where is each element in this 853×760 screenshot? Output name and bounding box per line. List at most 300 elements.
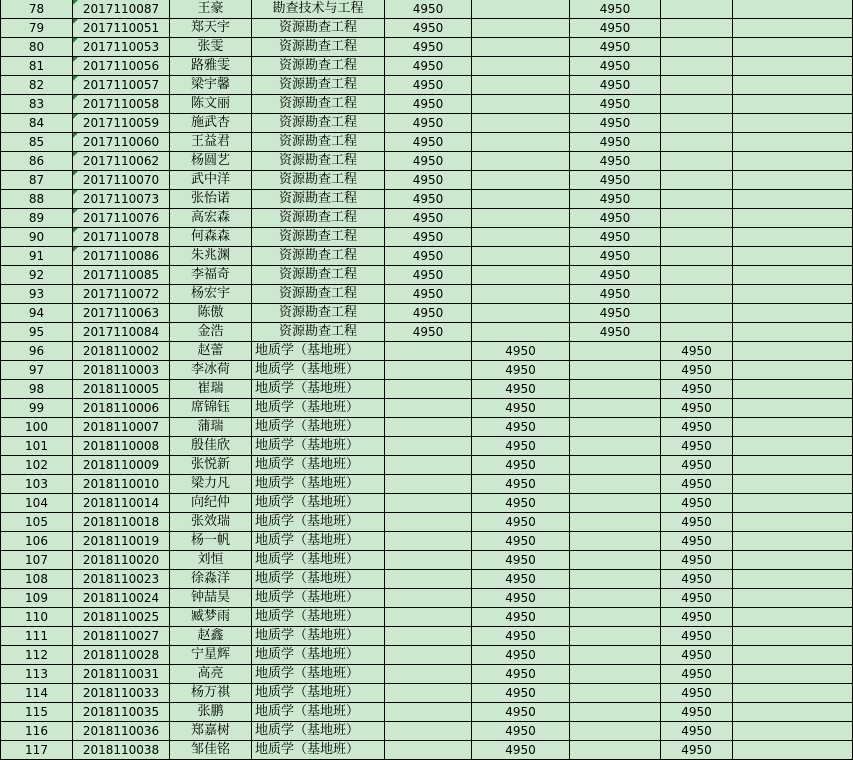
- amount-c-cell[interactable]: [570, 703, 661, 722]
- major-cell[interactable]: [252, 304, 385, 323]
- empty-cell[interactable]: [733, 380, 853, 399]
- name-cell[interactable]: [170, 380, 252, 399]
- amount-d-cell[interactable]: [661, 342, 733, 361]
- student-id-cell[interactable]: [73, 361, 170, 380]
- major-cell[interactable]: [252, 114, 385, 133]
- empty-cell[interactable]: [733, 57, 853, 76]
- row-number-cell[interactable]: [1, 228, 73, 247]
- row-number-cell[interactable]: [1, 57, 73, 76]
- major-cell[interactable]: [252, 247, 385, 266]
- major-cell[interactable]: [252, 418, 385, 437]
- empty-cell[interactable]: [733, 589, 853, 608]
- major-cell[interactable]: [252, 323, 385, 342]
- amount-a-cell[interactable]: [385, 570, 472, 589]
- name-cell[interactable]: [170, 532, 252, 551]
- amount-b-cell[interactable]: [472, 228, 570, 247]
- amount-d-cell[interactable]: [661, 361, 733, 380]
- amount-d-cell[interactable]: [661, 171, 733, 190]
- student-id-cell[interactable]: [73, 437, 170, 456]
- name-cell[interactable]: [170, 494, 252, 513]
- major-cell[interactable]: [252, 171, 385, 190]
- amount-c-cell[interactable]: [570, 19, 661, 38]
- amount-a-cell[interactable]: [385, 285, 472, 304]
- amount-b-cell[interactable]: [472, 456, 570, 475]
- amount-b-cell[interactable]: [472, 57, 570, 76]
- amount-c-cell[interactable]: [570, 76, 661, 95]
- amount-c-cell[interactable]: [570, 513, 661, 532]
- empty-cell[interactable]: [733, 190, 853, 209]
- amount-d-cell[interactable]: [661, 95, 733, 114]
- empty-cell[interactable]: [733, 551, 853, 570]
- amount-a-cell[interactable]: [385, 228, 472, 247]
- major-cell[interactable]: [252, 494, 385, 513]
- amount-a-cell[interactable]: [385, 190, 472, 209]
- empty-cell[interactable]: [733, 703, 853, 722]
- amount-c-cell[interactable]: [570, 190, 661, 209]
- major-cell[interactable]: [252, 627, 385, 646]
- major-cell[interactable]: [252, 741, 385, 760]
- major-cell[interactable]: [252, 152, 385, 171]
- student-id-cell[interactable]: [73, 323, 170, 342]
- amount-c-cell[interactable]: [570, 114, 661, 133]
- student-id-cell[interactable]: [73, 114, 170, 133]
- student-id-cell[interactable]: [73, 152, 170, 171]
- row-number-cell[interactable]: [1, 589, 73, 608]
- amount-c-cell[interactable]: [570, 95, 661, 114]
- student-id-cell[interactable]: [73, 171, 170, 190]
- row-number-cell[interactable]: [1, 95, 73, 114]
- amount-b-cell[interactable]: [472, 703, 570, 722]
- major-cell[interactable]: [252, 228, 385, 247]
- student-id-cell[interactable]: [73, 741, 170, 760]
- amount-c-cell[interactable]: [570, 589, 661, 608]
- amount-a-cell[interactable]: [385, 608, 472, 627]
- major-cell[interactable]: [252, 437, 385, 456]
- amount-b-cell[interactable]: [472, 722, 570, 741]
- amount-a-cell[interactable]: [385, 171, 472, 190]
- row-number-cell[interactable]: [1, 665, 73, 684]
- name-cell[interactable]: [170, 513, 252, 532]
- name-cell[interactable]: [170, 19, 252, 38]
- amount-c-cell[interactable]: [570, 646, 661, 665]
- name-cell[interactable]: [170, 95, 252, 114]
- name-cell[interactable]: [170, 304, 252, 323]
- amount-a-cell[interactable]: [385, 437, 472, 456]
- row-number-cell[interactable]: [1, 437, 73, 456]
- name-cell[interactable]: [170, 703, 252, 722]
- amount-c-cell[interactable]: [570, 741, 661, 760]
- major-cell[interactable]: [252, 190, 385, 209]
- amount-d-cell[interactable]: [661, 513, 733, 532]
- name-cell[interactable]: [170, 0, 252, 19]
- major-cell[interactable]: [252, 38, 385, 57]
- major-cell[interactable]: [252, 456, 385, 475]
- amount-b-cell[interactable]: [472, 171, 570, 190]
- row-number-cell[interactable]: [1, 380, 73, 399]
- student-id-cell[interactable]: [73, 133, 170, 152]
- name-cell[interactable]: [170, 342, 252, 361]
- amount-c-cell[interactable]: [570, 209, 661, 228]
- amount-b-cell[interactable]: [472, 247, 570, 266]
- amount-a-cell[interactable]: [385, 456, 472, 475]
- amount-b-cell[interactable]: [472, 551, 570, 570]
- name-cell[interactable]: [170, 437, 252, 456]
- empty-cell[interactable]: [733, 171, 853, 190]
- empty-cell[interactable]: [733, 304, 853, 323]
- major-cell[interactable]: [252, 95, 385, 114]
- student-id-cell[interactable]: [73, 418, 170, 437]
- amount-a-cell[interactable]: [385, 361, 472, 380]
- major-cell[interactable]: [252, 570, 385, 589]
- amount-d-cell[interactable]: [661, 114, 733, 133]
- name-cell[interactable]: [170, 133, 252, 152]
- amount-a-cell[interactable]: [385, 513, 472, 532]
- amount-c-cell[interactable]: [570, 532, 661, 551]
- empty-cell[interactable]: [733, 342, 853, 361]
- row-number-cell[interactable]: [1, 266, 73, 285]
- amount-d-cell[interactable]: [661, 19, 733, 38]
- row-number-cell[interactable]: [1, 608, 73, 627]
- major-cell[interactable]: [252, 532, 385, 551]
- name-cell[interactable]: [170, 266, 252, 285]
- student-id-cell[interactable]: [73, 665, 170, 684]
- empty-cell[interactable]: [733, 475, 853, 494]
- amount-a-cell[interactable]: [385, 114, 472, 133]
- amount-c-cell[interactable]: [570, 266, 661, 285]
- major-cell[interactable]: [252, 285, 385, 304]
- student-id-cell[interactable]: [73, 228, 170, 247]
- major-cell[interactable]: [252, 266, 385, 285]
- name-cell[interactable]: [170, 114, 252, 133]
- name-cell[interactable]: [170, 190, 252, 209]
- amount-d-cell[interactable]: [661, 304, 733, 323]
- amount-b-cell[interactable]: [472, 152, 570, 171]
- empty-cell[interactable]: [733, 209, 853, 228]
- amount-d-cell[interactable]: [661, 570, 733, 589]
- name-cell[interactable]: [170, 551, 252, 570]
- name-cell[interactable]: [170, 665, 252, 684]
- name-cell[interactable]: [170, 589, 252, 608]
- name-cell[interactable]: [170, 608, 252, 627]
- amount-b-cell[interactable]: [472, 0, 570, 19]
- amount-b-cell[interactable]: [472, 741, 570, 760]
- student-id-cell[interactable]: [73, 247, 170, 266]
- student-id-cell[interactable]: [73, 684, 170, 703]
- amount-c-cell[interactable]: [570, 494, 661, 513]
- amount-c-cell[interactable]: [570, 247, 661, 266]
- amount-b-cell[interactable]: [472, 361, 570, 380]
- amount-b-cell[interactable]: [472, 266, 570, 285]
- major-cell[interactable]: [252, 380, 385, 399]
- amount-b-cell[interactable]: [472, 323, 570, 342]
- major-cell[interactable]: [252, 513, 385, 532]
- amount-b-cell[interactable]: [472, 437, 570, 456]
- amount-d-cell[interactable]: [661, 722, 733, 741]
- amount-a-cell[interactable]: [385, 589, 472, 608]
- amount-d-cell[interactable]: [661, 0, 733, 19]
- student-id-cell[interactable]: [73, 76, 170, 95]
- amount-d-cell[interactable]: [661, 551, 733, 570]
- amount-a-cell[interactable]: [385, 722, 472, 741]
- major-cell[interactable]: [252, 209, 385, 228]
- amount-c-cell[interactable]: [570, 399, 661, 418]
- major-cell[interactable]: [252, 684, 385, 703]
- row-number-cell[interactable]: [1, 342, 73, 361]
- student-id-cell[interactable]: [73, 532, 170, 551]
- row-number-cell[interactable]: [1, 456, 73, 475]
- name-cell[interactable]: [170, 570, 252, 589]
- student-id-cell[interactable]: [73, 551, 170, 570]
- amount-c-cell[interactable]: [570, 228, 661, 247]
- amount-c-cell[interactable]: [570, 418, 661, 437]
- amount-c-cell[interactable]: [570, 304, 661, 323]
- student-id-cell[interactable]: [73, 646, 170, 665]
- amount-b-cell[interactable]: [472, 114, 570, 133]
- amount-a-cell[interactable]: [385, 95, 472, 114]
- amount-a-cell[interactable]: [385, 266, 472, 285]
- amount-c-cell[interactable]: [570, 57, 661, 76]
- row-number-cell[interactable]: [1, 741, 73, 760]
- amount-d-cell[interactable]: [661, 285, 733, 304]
- amount-b-cell[interactable]: [472, 570, 570, 589]
- name-cell[interactable]: [170, 627, 252, 646]
- amount-b-cell[interactable]: [472, 608, 570, 627]
- amount-b-cell[interactable]: [472, 38, 570, 57]
- major-cell[interactable]: [252, 551, 385, 570]
- amount-d-cell[interactable]: [661, 589, 733, 608]
- amount-c-cell[interactable]: [570, 133, 661, 152]
- student-id-cell[interactable]: [73, 399, 170, 418]
- amount-b-cell[interactable]: [472, 665, 570, 684]
- amount-c-cell[interactable]: [570, 0, 661, 19]
- empty-cell[interactable]: [733, 323, 853, 342]
- row-number-cell[interactable]: [1, 152, 73, 171]
- amount-d-cell[interactable]: [661, 399, 733, 418]
- name-cell[interactable]: [170, 152, 252, 171]
- student-id-cell[interactable]: [73, 304, 170, 323]
- amount-c-cell[interactable]: [570, 627, 661, 646]
- major-cell[interactable]: [252, 703, 385, 722]
- amount-a-cell[interactable]: [385, 152, 472, 171]
- amount-b-cell[interactable]: [472, 589, 570, 608]
- amount-a-cell[interactable]: [385, 703, 472, 722]
- amount-a-cell[interactable]: [385, 209, 472, 228]
- major-cell[interactable]: [252, 0, 385, 19]
- amount-d-cell[interactable]: [661, 741, 733, 760]
- name-cell[interactable]: [170, 722, 252, 741]
- amount-a-cell[interactable]: [385, 0, 472, 19]
- row-number-cell[interactable]: [1, 304, 73, 323]
- amount-d-cell[interactable]: [661, 209, 733, 228]
- empty-cell[interactable]: [733, 608, 853, 627]
- row-number-cell[interactable]: [1, 722, 73, 741]
- name-cell[interactable]: [170, 475, 252, 494]
- student-id-cell[interactable]: [73, 570, 170, 589]
- amount-a-cell[interactable]: [385, 133, 472, 152]
- empty-cell[interactable]: [733, 0, 853, 19]
- student-id-cell[interactable]: [73, 456, 170, 475]
- amount-b-cell[interactable]: [472, 76, 570, 95]
- amount-b-cell[interactable]: [472, 304, 570, 323]
- empty-cell[interactable]: [733, 247, 853, 266]
- row-number-cell[interactable]: [1, 684, 73, 703]
- amount-b-cell[interactable]: [472, 475, 570, 494]
- row-number-cell[interactable]: [1, 418, 73, 437]
- empty-cell[interactable]: [733, 266, 853, 285]
- empty-cell[interactable]: [733, 741, 853, 760]
- student-id-cell[interactable]: [73, 266, 170, 285]
- major-cell[interactable]: [252, 589, 385, 608]
- amount-d-cell[interactable]: [661, 456, 733, 475]
- amount-c-cell[interactable]: [570, 361, 661, 380]
- row-number-cell[interactable]: [1, 247, 73, 266]
- amount-b-cell[interactable]: [472, 133, 570, 152]
- amount-d-cell[interactable]: [661, 646, 733, 665]
- empty-cell[interactable]: [733, 152, 853, 171]
- row-number-cell[interactable]: [1, 361, 73, 380]
- empty-cell[interactable]: [733, 437, 853, 456]
- major-cell[interactable]: [252, 722, 385, 741]
- major-cell[interactable]: [252, 608, 385, 627]
- student-id-cell[interactable]: [73, 703, 170, 722]
- empty-cell[interactable]: [733, 399, 853, 418]
- empty-cell[interactable]: [733, 228, 853, 247]
- major-cell[interactable]: [252, 646, 385, 665]
- student-id-cell[interactable]: [73, 19, 170, 38]
- row-number-cell[interactable]: [1, 646, 73, 665]
- name-cell[interactable]: [170, 323, 252, 342]
- name-cell[interactable]: [170, 646, 252, 665]
- amount-c-cell[interactable]: [570, 722, 661, 741]
- row-number-cell[interactable]: [1, 38, 73, 57]
- amount-d-cell[interactable]: [661, 703, 733, 722]
- name-cell[interactable]: [170, 171, 252, 190]
- empty-cell[interactable]: [733, 665, 853, 684]
- row-number-cell[interactable]: [1, 190, 73, 209]
- amount-c-cell[interactable]: [570, 380, 661, 399]
- amount-b-cell[interactable]: [472, 646, 570, 665]
- student-id-cell[interactable]: [73, 209, 170, 228]
- amount-b-cell[interactable]: [472, 399, 570, 418]
- name-cell[interactable]: [170, 247, 252, 266]
- amount-b-cell[interactable]: [472, 190, 570, 209]
- amount-a-cell[interactable]: [385, 475, 472, 494]
- empty-cell[interactable]: [733, 570, 853, 589]
- amount-a-cell[interactable]: [385, 19, 472, 38]
- amount-b-cell[interactable]: [472, 95, 570, 114]
- amount-a-cell[interactable]: [385, 418, 472, 437]
- amount-a-cell[interactable]: [385, 741, 472, 760]
- name-cell[interactable]: [170, 418, 252, 437]
- student-id-cell[interactable]: [73, 722, 170, 741]
- name-cell[interactable]: [170, 456, 252, 475]
- row-number-cell[interactable]: [1, 209, 73, 228]
- row-number-cell[interactable]: [1, 513, 73, 532]
- amount-a-cell[interactable]: [385, 494, 472, 513]
- empty-cell[interactable]: [733, 456, 853, 475]
- name-cell[interactable]: [170, 38, 252, 57]
- major-cell[interactable]: [252, 76, 385, 95]
- empty-cell[interactable]: [733, 114, 853, 133]
- empty-cell[interactable]: [733, 494, 853, 513]
- amount-c-cell[interactable]: [570, 152, 661, 171]
- amount-b-cell[interactable]: [472, 532, 570, 551]
- amount-d-cell[interactable]: [661, 608, 733, 627]
- amount-a-cell[interactable]: [385, 380, 472, 399]
- empty-cell[interactable]: [733, 513, 853, 532]
- amount-b-cell[interactable]: [472, 513, 570, 532]
- amount-b-cell[interactable]: [472, 494, 570, 513]
- empty-cell[interactable]: [733, 133, 853, 152]
- empty-cell[interactable]: [733, 722, 853, 741]
- row-number-cell[interactable]: [1, 0, 73, 19]
- amount-a-cell[interactable]: [385, 627, 472, 646]
- name-cell[interactable]: [170, 741, 252, 760]
- amount-c-cell[interactable]: [570, 323, 661, 342]
- row-number-cell[interactable]: [1, 475, 73, 494]
- amount-a-cell[interactable]: [385, 57, 472, 76]
- amount-d-cell[interactable]: [661, 76, 733, 95]
- row-number-cell[interactable]: [1, 494, 73, 513]
- student-id-cell[interactable]: [73, 380, 170, 399]
- amount-a-cell[interactable]: [385, 247, 472, 266]
- empty-cell[interactable]: [733, 532, 853, 551]
- student-id-cell[interactable]: [73, 627, 170, 646]
- student-id-cell[interactable]: [73, 494, 170, 513]
- student-id-cell[interactable]: [73, 38, 170, 57]
- row-number-cell[interactable]: [1, 399, 73, 418]
- major-cell[interactable]: [252, 19, 385, 38]
- empty-cell[interactable]: [733, 95, 853, 114]
- amount-d-cell[interactable]: [661, 532, 733, 551]
- amount-d-cell[interactable]: [661, 684, 733, 703]
- amount-a-cell[interactable]: [385, 38, 472, 57]
- amount-d-cell[interactable]: [661, 133, 733, 152]
- empty-cell[interactable]: [733, 361, 853, 380]
- amount-b-cell[interactable]: [472, 209, 570, 228]
- amount-d-cell[interactable]: [661, 475, 733, 494]
- student-id-cell[interactable]: [73, 589, 170, 608]
- name-cell[interactable]: [170, 361, 252, 380]
- name-cell[interactable]: [170, 76, 252, 95]
- empty-cell[interactable]: [733, 646, 853, 665]
- student-id-cell[interactable]: [73, 95, 170, 114]
- amount-c-cell[interactable]: [570, 171, 661, 190]
- amount-a-cell[interactable]: [385, 665, 472, 684]
- student-id-cell[interactable]: [73, 513, 170, 532]
- row-number-cell[interactable]: [1, 171, 73, 190]
- amount-d-cell[interactable]: [661, 323, 733, 342]
- major-cell[interactable]: [252, 361, 385, 380]
- amount-d-cell[interactable]: [661, 380, 733, 399]
- amount-c-cell[interactable]: [570, 342, 661, 361]
- row-number-cell[interactable]: [1, 570, 73, 589]
- student-id-cell[interactable]: [73, 475, 170, 494]
- row-number-cell[interactable]: [1, 532, 73, 551]
- name-cell[interactable]: [170, 228, 252, 247]
- student-id-cell[interactable]: [73, 57, 170, 76]
- student-id-cell[interactable]: [73, 190, 170, 209]
- major-cell[interactable]: [252, 475, 385, 494]
- amount-b-cell[interactable]: [472, 285, 570, 304]
- amount-d-cell[interactable]: [661, 627, 733, 646]
- amount-a-cell[interactable]: [385, 684, 472, 703]
- amount-d-cell[interactable]: [661, 418, 733, 437]
- amount-c-cell[interactable]: [570, 551, 661, 570]
- amount-a-cell[interactable]: [385, 323, 472, 342]
- name-cell[interactable]: [170, 285, 252, 304]
- empty-cell[interactable]: [733, 19, 853, 38]
